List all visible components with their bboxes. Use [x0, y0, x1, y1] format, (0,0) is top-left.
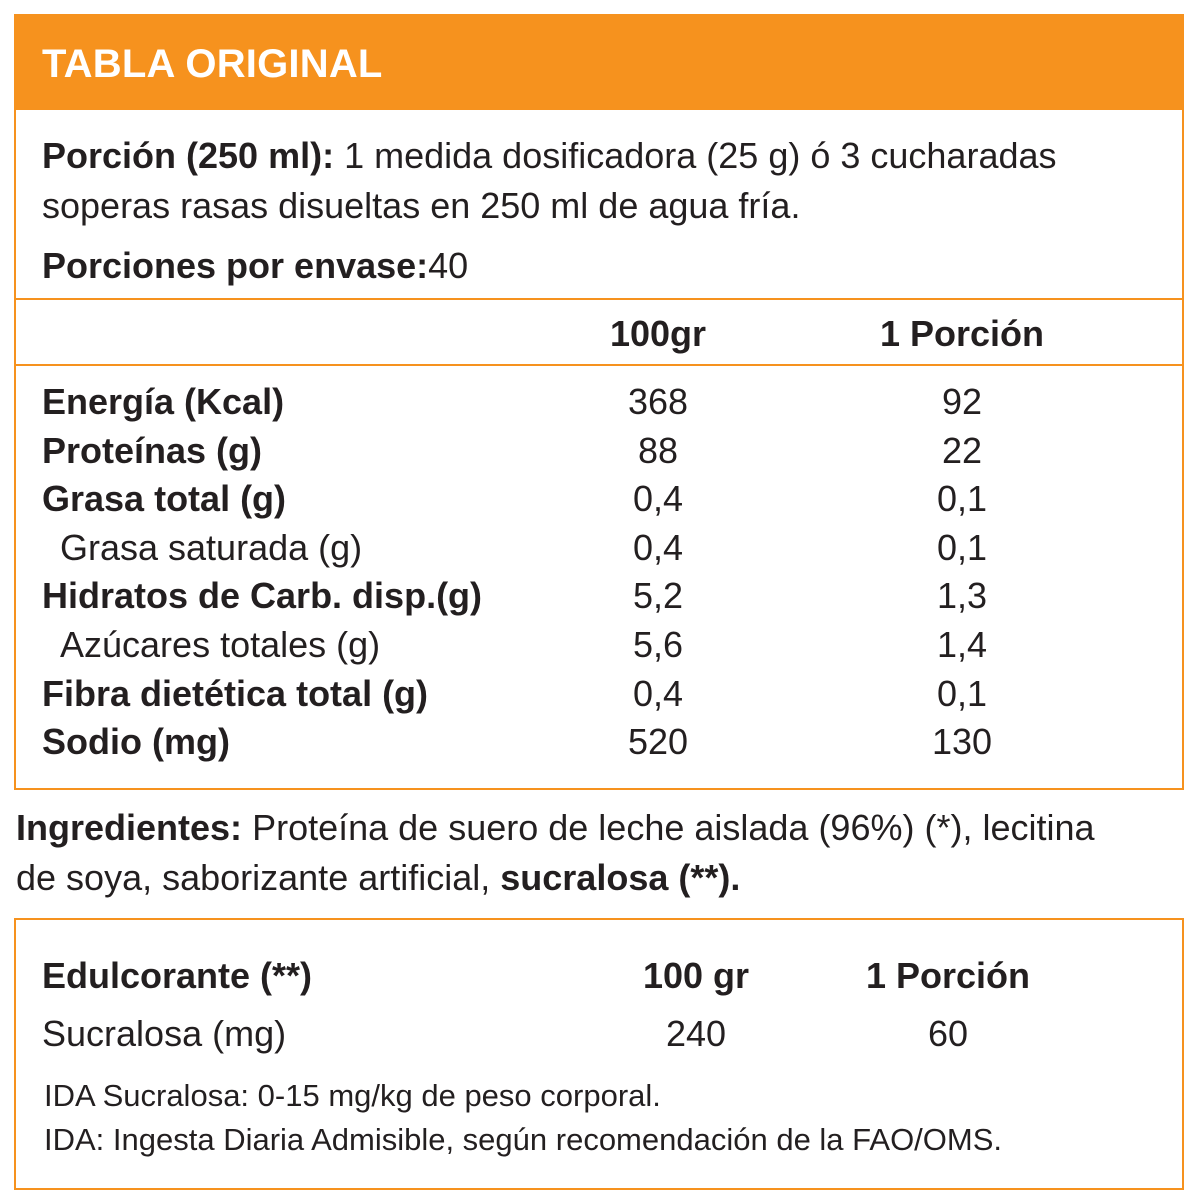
serving-label: Porción (250 ml): — [42, 135, 335, 176]
nutrient-value-100gr: 0,4 — [632, 527, 684, 568]
nutrition-table-box — [14, 14, 1184, 790]
nutrient-value-portion: 92 — [941, 381, 983, 422]
nutrient-value-100gr: 368 — [627, 381, 689, 422]
sucralose-per-portion: 60 — [927, 1013, 969, 1054]
serving-text-1: 1 medida dosificadora (25 g) ó 3 cucharadas — [344, 135, 1057, 176]
nutrient-label: Azúcares totales (g) — [60, 624, 381, 665]
nutrient-value-100gr: 5,2 — [632, 575, 684, 616]
sweetener-header-label: Edulcorante (**) — [42, 955, 313, 996]
sweetener-col-100gr: 100 gr — [642, 955, 750, 996]
sucralose-per-100: 240 — [665, 1013, 727, 1054]
serving-text-2: soperas rasas disueltas en 250 ml de agua fría. — [42, 185, 801, 226]
serving-line-1 — [42, 134, 1057, 178]
nutrient-label: Sodio (mg) — [42, 721, 230, 762]
ingredients-line-2 — [16, 856, 740, 900]
sucralose-label: Sucralosa (mg) — [42, 1013, 287, 1054]
nutrient-value-100gr: 0,4 — [632, 478, 684, 519]
sweetener-col-portion: 1 Porción — [865, 955, 1031, 996]
ingredients-sweetener: sucralosa (**). — [500, 857, 741, 898]
nutrient-value-100gr: 520 — [627, 721, 689, 762]
nutrient-label: Proteínas (g) — [42, 430, 263, 471]
ingredients-line-1 — [16, 806, 1095, 850]
nutrient-value-portion: 0,1 — [936, 478, 988, 519]
nutrient-value-100gr: 0,4 — [632, 673, 684, 714]
ida-note-1: IDA Sucralosa: 0-15 mg/kg de peso corporal. — [44, 1078, 661, 1113]
nutrient-label: Fibra dietética total (g) — [42, 673, 429, 714]
nutrient-label: Grasa saturada (g) — [60, 527, 363, 568]
divider-columns — [16, 364, 1182, 366]
nutrient-value-100gr: 5,6 — [632, 624, 684, 665]
ingredients-text-2: de soya, saborizante artificial, — [16, 857, 491, 898]
nutrient-label: Energía (Kcal) — [42, 381, 285, 422]
nutrient-value-portion: 1,4 — [936, 624, 988, 665]
ingredients-label: Ingredientes: — [16, 807, 243, 848]
nutrient-label: Hidratos de Carb. disp.(g) — [42, 575, 483, 616]
nutrient-value-portion: 0,1 — [936, 673, 988, 714]
table-header-bar — [16, 16, 1182, 110]
nutrient-value-100gr: 88 — [637, 430, 679, 471]
nutrient-value-portion: 1,3 — [936, 575, 988, 616]
nutrient-value-portion: 130 — [931, 721, 993, 762]
servings-per-container — [42, 244, 468, 288]
table-title: TABLA ORIGINAL — [42, 42, 383, 86]
column-header-100gr: 100gr — [609, 313, 707, 354]
servings-per-container-label: Porciones por envase: — [42, 245, 429, 286]
ingredients-text-1: Proteína de suero de leche aislada (96%) (*), lecitina — [252, 807, 1095, 848]
nutrient-label: Grasa total (g) — [42, 478, 287, 519]
nutrient-value-portion: 0,1 — [936, 527, 988, 568]
servings-per-container-value: 40 — [428, 245, 469, 286]
nutrient-value-portion: 22 — [941, 430, 983, 471]
sweetener-box — [14, 918, 1184, 1190]
divider-top — [16, 298, 1182, 300]
ida-note-2: IDA: Ingesta Diaria Admisible, según recomendación de la FAO/OMS. — [44, 1122, 1003, 1157]
column-header-portion: 1 Porción — [879, 313, 1045, 354]
